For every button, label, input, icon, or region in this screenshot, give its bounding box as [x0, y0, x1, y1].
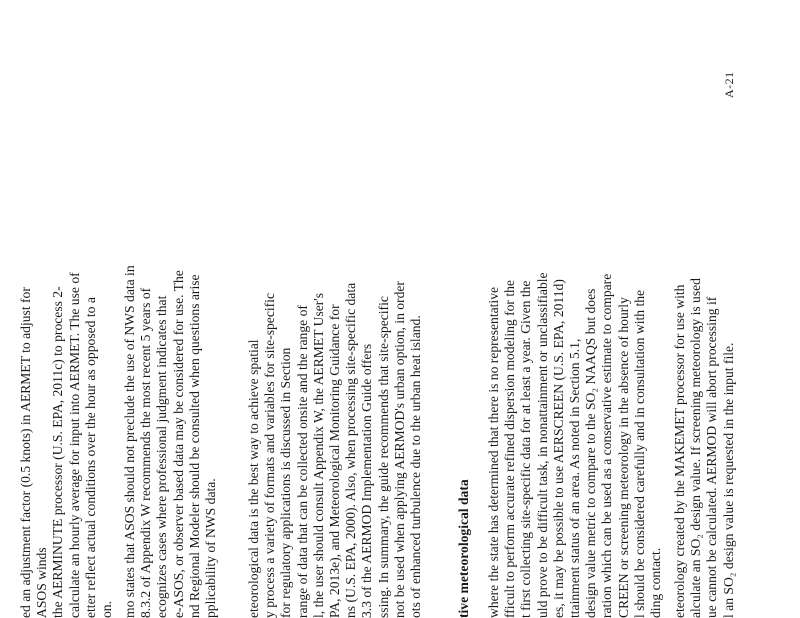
paragraph-screening [486, 58, 664, 618]
text-line: where the state has determined that there is no representative [486, 286, 501, 618]
text-line: ots of enhanced turbulence due to the urban heat island. [408, 315, 424, 618]
text-line: etter reflect actual conditions over the hour as opposed to a [82, 297, 98, 618]
text-line: alculate an SO₂ design value. If screening meteorology is used [688, 278, 704, 618]
text-line: y process a variety of formats and variables for site-specific [262, 293, 278, 618]
paragraph-makemet [672, 58, 737, 618]
text-line: l should be considered carefully and in consultation with the [631, 289, 647, 618]
text-line: e-ASOS, or observer based data may be considered for use. The [170, 270, 186, 618]
text-line: ssing. In summary, the guide recommends that site-specific [375, 296, 391, 618]
text-line: 3.3 of the AERMOD Implementation Guide offers [359, 343, 375, 618]
text-line: range of data that can be collected onsite and the range of [294, 305, 310, 618]
text-line: ASOS winds [34, 547, 50, 618]
text-line: mo states that ASOS should not preclude the use of NWS data in [122, 265, 137, 618]
text-line: the AERMINUTE processor (U.S. EPA, 2011c) to process 2- [50, 286, 66, 618]
text-line: l an SO₂ design value is requested in the input file. [720, 342, 736, 618]
section-heading: tive meteorological data [456, 479, 471, 618]
text-line: nd Regional Modeler should be consulted when questions arise [186, 274, 202, 618]
text-line: ns (U.S. EPA, 2000). Also, when processing site-specific data [343, 282, 359, 618]
text-line: eteorological data is the best way to achieve spatial [246, 339, 261, 618]
paragraph-asos-winds [18, 58, 115, 618]
text-line: on. [99, 601, 115, 618]
text-line: ration which can be used as a conservative estimate to compare [599, 273, 615, 618]
text-line: uld prove to be difficult task, in nonattainment or unclassifiable [534, 272, 550, 618]
text-line: not be used when applying AERMOD's urban option, in order [391, 281, 407, 618]
text-line: fficult to perform accurate refined dispersion modeling for the [502, 280, 518, 618]
text-line: ue cannot be calculated. AERMOD will abort processing if [704, 296, 720, 618]
text-line: pplicability of NWS data. [203, 478, 219, 618]
text-line: CREEN or screening meteorology in the absence of hourly [615, 297, 631, 618]
text-line: for regulatory applications is discussed in Section [278, 347, 294, 618]
text-line: ecognizes cases where professional judgment indicates that [154, 295, 170, 618]
paragraph-site-specific [246, 58, 424, 618]
text-line: es, it may be possible to use AERSCREEN (U.S. EPA, 2011d) [550, 279, 566, 618]
text-line: l, the user should consult Appendix W, the AERMET User's [310, 292, 326, 618]
text-line: ttainment status of an area. As noted in Section 5.1, [567, 338, 583, 618]
text-line: design value metric to compare to the SO₂ NAAQS but does [583, 288, 599, 618]
text-line: calculate an hourly average for input into AERMET. The use of [66, 272, 82, 618]
text-line: ed an adjustment factor (0.5 knots) in AERMET to adjust for [18, 287, 33, 618]
page-number: A-21 [722, 71, 736, 98]
text-line: PA, 2013e), and Meteorological Monitoring Guidance for [327, 304, 343, 618]
text-line: ding contact. [648, 547, 664, 618]
text-line: t first collecting site-specific data for at least a year. Given the [518, 280, 534, 618]
text-line: 8.3.2 of Appendix W recommends the most recent 5 years of [138, 287, 154, 618]
paragraph-nws-data [122, 58, 219, 618]
text-line: eteorology created by the MAKEMET processor for use with [672, 284, 687, 618]
